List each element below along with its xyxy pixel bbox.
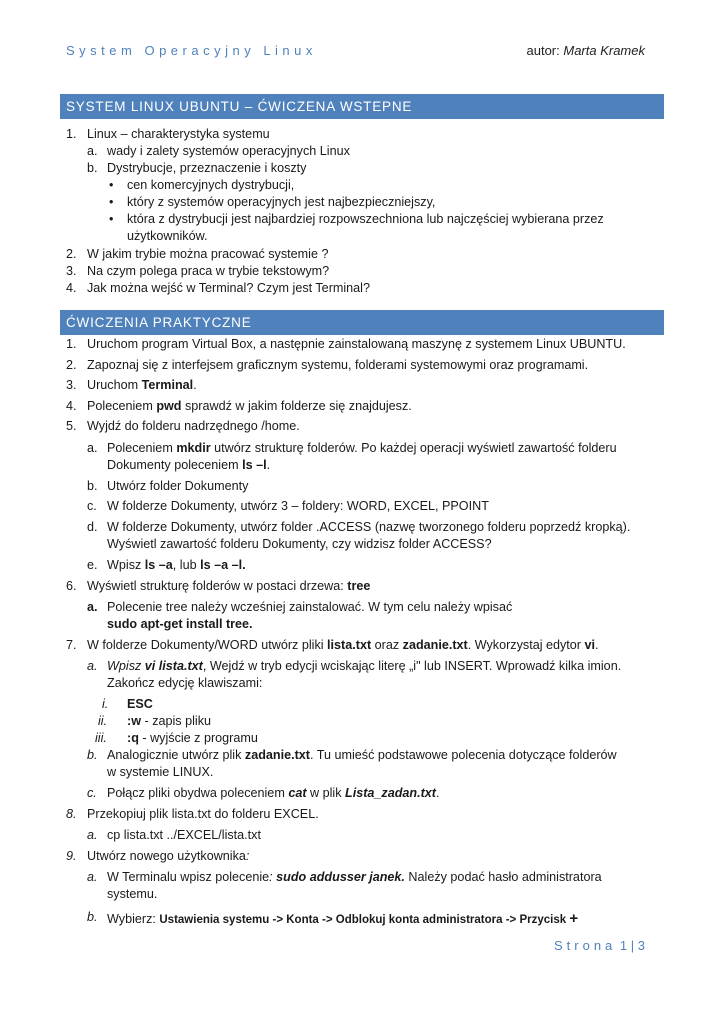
text: Połącz pliki obydwa poleceniem [107,786,289,800]
task-5a-line1 [107,441,617,455]
author-label: autor: [526,43,564,58]
text: , Wejdź w tryb edycji wciskając literę „i" lub INSERT. Wprowadź kilka imion. [202,659,622,673]
menu-path: Ustawienia systemu -> Konta -> Odblokuj konta administratora -> Przycisk [159,914,570,926]
item-letter: c. [87,499,97,513]
item-letter: b. [87,479,98,493]
text: Dokumenty poleceniem [107,458,243,472]
text: Wpisz [107,659,145,673]
text: sprawdź w jakim folderze się znajdujesz. [181,399,412,413]
text: : [245,849,250,863]
item-roman: i. [102,697,109,711]
task-7c [107,786,440,800]
intro-item: Linux – charakterystyka systemu [87,127,270,141]
command: ls –l [242,458,267,472]
task-5a-line2 [107,458,270,472]
intro-item-marker: a. [87,144,98,158]
command: ls –a –l. [200,558,246,572]
item-number: 4. [66,399,77,413]
task-5: Wyjdź do folderu nadrzędnego /home. [87,419,300,433]
footer-label: Strona [553,938,617,953]
text: Należy podać hasło administratora [404,870,602,884]
key-quit [127,731,258,745]
task-6a-line2: sudo apt-get install tree. [107,617,253,631]
page-total: 3 [637,938,645,953]
item-letter: a. [87,828,98,842]
intro-item-marker: 2. [66,247,77,261]
item-letter: c. [87,786,97,800]
page-footer [554,938,645,953]
text: . [436,786,440,800]
header-author [527,43,646,58]
command: mkdir [176,441,211,455]
item-letter: b. [87,748,98,762]
item-roman: iii. [95,731,107,745]
task-5b: Utwórz folder Dokumenty [107,479,249,493]
task-9a-line2: systemu. [107,887,158,901]
text: Analogicznie utwórz plik [107,748,245,762]
text: W Terminalu wpisz polecenie [107,870,270,884]
text: : [269,870,277,884]
item-letter: a. [87,870,98,884]
task-3 [87,378,197,392]
command: ls –a [144,558,173,572]
text: - zapis pliku [141,714,211,728]
text: . Wykorzystaj edytor [467,638,585,652]
task-7b-line2: w systemie LINUX. [107,765,214,779]
intro-item-marker: b. [87,161,98,175]
task-5d-line1: W folderze Dokumenty, utwórz folder .ACCESS (nazwę tworzonego folderu poprzedź kropką). [107,520,631,534]
intro-item: Na czym polega praca w trybie tekstowym? [87,264,330,278]
intro-item-marker: 4. [66,281,77,295]
task-9b [107,910,578,927]
text: . [595,638,599,652]
text: . [266,458,271,472]
task-7a-line2: Zakończ edycję klawiszami: [107,676,263,690]
intro-item: który z systemów operacyjnych jest najbezpieczniejszy, [127,195,436,209]
intro-item: wady i zalety systemów operacyjnych Linux [107,144,350,158]
item-number: 6. [66,579,77,593]
intro-item-marker: • [109,178,114,192]
task-5c: W folderze Dokumenty, utwórz 3 – foldery: WORD, EXCEL, PPOINT [107,499,489,513]
task-9a-line1 [107,870,602,884]
task-9 [87,849,249,863]
text: . [193,378,197,392]
text: oraz [371,638,403,652]
item-number: 3. [66,378,77,392]
command: vi lista.txt [144,659,203,673]
author-name: Marta Kramek [563,43,645,58]
item-letter: a. [87,441,98,455]
task-6 [87,579,370,593]
filename: zadanie.txt [402,638,468,652]
command: sudo addusser janek. [276,870,405,884]
command: vi [584,638,596,652]
task-7a-line1 [107,659,621,673]
item-number: 7. [66,638,77,652]
section-title-intro: SYSTEM LINUX UBUNTU – ĆWICZENA WSTEPNE [60,94,664,119]
section-title-practical: ĆWICZENIA PRAKTYCZNE [60,310,664,335]
item-letter: a. [87,600,98,614]
task-4 [87,399,412,413]
text: Utwórz nowego użytkownika [87,849,246,863]
task-5d-line2: Wyświetl zawartość folderu Dokumenty, czy widzisz folder ACCESS? [107,537,492,551]
item-letter: a. [87,659,98,673]
item-number: 2. [66,358,77,372]
command: cat [288,786,307,800]
item-roman: ii. [98,714,108,728]
intro-item: Dystrybucje, przeznaczenie i koszty [107,161,307,175]
task-2: Zapoznaj się z interfejsem graficznym systemu, folderami systemowymi oraz programami. [87,358,589,372]
text: W folderze Dokumenty/WORD utwórz pliki [87,638,328,652]
filename: lista.txt [327,638,372,652]
item-letter: b. [87,910,98,924]
intro-item-marker: • [109,195,114,209]
task-5e [107,558,246,572]
filename: zadanie.txt [244,748,310,762]
text: Uruchom [87,378,142,392]
text: - wyjście z programu [138,731,258,745]
intro-item-marker: 1. [66,127,77,141]
page-number: 1 [619,938,628,953]
text: utwórz strukturę folderów. Po każdej operacji wyświetl zawartość folderu [210,441,617,455]
item-letter: d. [87,520,98,534]
text: Wpisz [107,558,145,572]
command: :q [127,731,139,745]
text: Poleceniem [107,441,177,455]
intro-item: W jakim trybie można pracować systemie ? [87,247,329,261]
filename: Lista_zadan.txt [345,786,436,800]
item-number: 8. [66,807,77,821]
intro-item: która z dystrybucji jest najbardziej rozpowszechniona lub najczęściej wybierana przez [127,212,604,226]
intro-item: użytkowników. [127,229,208,243]
plus-sign: + [569,910,579,927]
command: tree [347,579,371,593]
key-esc: ESC [127,697,153,711]
page-separator: | [627,938,638,953]
command: Terminal [141,378,194,392]
command: pwd [156,399,182,413]
item-number: 5. [66,419,77,433]
task-7b-line1 [107,748,617,762]
header-title: System Operacyjny Linux [66,43,317,58]
intro-item: Jak można wejść w Terminal? Czym jest Terminal? [87,281,370,295]
task-1: Uruchom program Virtual Box, a następnie zainstalowaną maszynę z systemem Linux UBUNTU. [87,337,626,351]
intro-item-marker: 3. [66,264,77,278]
item-number: 1. [66,337,77,351]
text: Poleceniem [87,399,157,413]
task-8: Przekopiuj plik lista.txt do folderu EXCEL. [87,807,319,821]
text: , lub [172,558,201,572]
item-number: 9. [66,849,77,863]
text: Wybierz: [107,912,160,926]
item-letter: e. [87,558,98,572]
text: w plik [306,786,346,800]
text: Wyświetl strukturę folderów w postaci drzewa: [87,579,348,593]
task-7 [87,638,599,652]
text: . Tu umieść podstawowe polecenia dotyczące folderów [310,748,617,762]
task-8a: cp lista.txt ../EXCEL/lista.txt [107,828,261,842]
command: :w [127,714,141,728]
intro-item-marker: • [109,212,114,226]
intro-item: cen komercyjnych dystrybucji, [127,178,295,192]
task-6a-line1: Polecenie tree należy wcześniej zainstalować. W tym celu należy wpisać [107,600,513,614]
key-write [127,714,211,728]
